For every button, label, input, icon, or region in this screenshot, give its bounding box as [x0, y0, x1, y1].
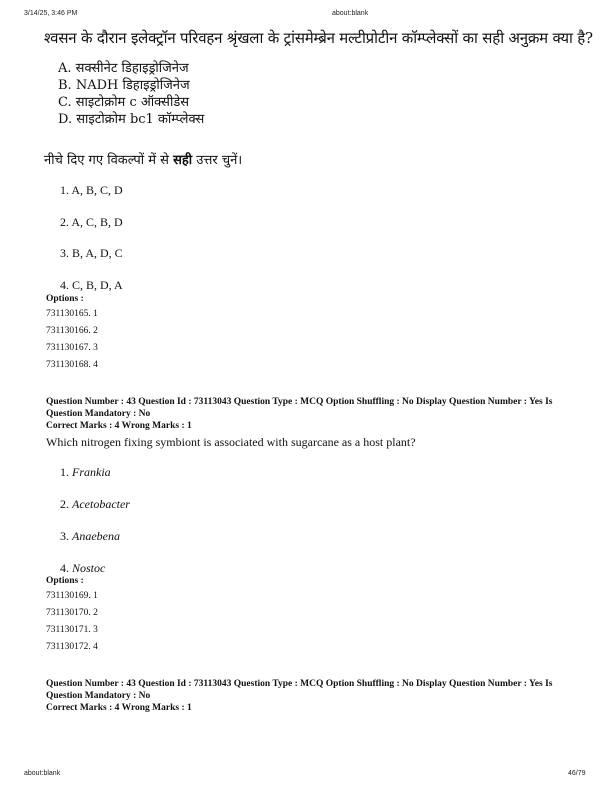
q42-item-c: C. साइटोक्रोम c ऑक्सीडेस	[58, 95, 190, 110]
q42-item-b: B. NADH डिहाइड्रोजिनेज	[58, 78, 190, 93]
q43-options-label: Options :	[46, 576, 84, 586]
q42-item-list	[58, 60, 204, 128]
q43-choice-4-name: Nostoc	[72, 561, 106, 575]
q42-options-label: Options :	[46, 294, 84, 304]
q43-choice-3-num: 3.	[60, 529, 72, 543]
q43-option-id-4: 731130172. 4	[46, 642, 98, 652]
q42-instruction	[44, 150, 242, 168]
q43-choice-2-name: Acetobacter	[72, 497, 130, 511]
q43-choice-4	[60, 561, 105, 576]
q43-choice-1-name: Frankia	[72, 465, 111, 479]
q43-choice-1-num: 1.	[60, 465, 72, 479]
q42-choice-1: 1. A, B, C, D	[60, 183, 123, 197]
q42-question-text: श्वसन के दौरान इलेक्ट्रॉन परिवहन श्रृंखला के ट्रांसमेम्ब्रेन मल्टीप्रोटीन कॉम्प्लेक्सों का सही अनुक्रम क्या है?	[44, 29, 593, 47]
q43-option-id-2: 731130170. 2	[46, 608, 98, 618]
q43-choice-2-num: 2.	[60, 497, 72, 511]
q42-option-id-2: 731130166. 2	[46, 326, 98, 336]
q43-choice-3	[60, 529, 120, 544]
q43-choice-1	[60, 465, 111, 480]
q42-option-id-4: 731130168. 4	[46, 360, 98, 370]
q43-question-text: Which nitrogen fixing symbiont is associated with sugarcane as a host plant?	[46, 435, 416, 449]
q42-option-id-3: 731130167. 3	[46, 343, 98, 353]
q42-item-d: D. साइटोक्रोम bc1 कॉम्प्लेक्स	[58, 112, 205, 127]
q43-choice-3-name: Anaebena	[72, 529, 120, 543]
q42-choice-2: 2. A, C, B, D	[60, 215, 123, 229]
q42-choice-4: 4. C, B, D, A	[60, 278, 123, 292]
print-footer-url: about:blank	[24, 770, 61, 777]
q42-choice-3: 3. B, A, D, C	[60, 246, 123, 260]
q42-option-id-1: 731130165. 1	[46, 309, 98, 319]
q42-instruction-bold: सही	[173, 153, 193, 168]
q43-meta-info: Question Number : 43 Question Id : 73113043 Question Type : MCQ Option Shuffling : No Display Question Number : Yes Is Question Mandatory : No	[46, 397, 553, 419]
q43-choice-2	[60, 497, 130, 512]
print-page-number: 46/79	[568, 770, 586, 777]
q43-option-id-3: 731130171. 3	[46, 625, 98, 635]
q43-marks: Correct Marks : 4 Wrong Marks : 1	[46, 421, 192, 431]
q42-instruction-prefix: नीचे दिए गए विकल्पों में से	[44, 153, 174, 168]
print-title: about:blank	[332, 10, 369, 17]
print-timestamp: 3/14/25, 3:46 PM	[24, 10, 78, 17]
q42-item-a: A. सक्सीनेट डिहाइड्रोजिनेज	[58, 61, 189, 76]
q43-choice-4-num: 4.	[60, 561, 72, 575]
q43-option-id-1: 731130169. 1	[46, 591, 98, 601]
q43-repeat-marks: Correct Marks : 4 Wrong Marks : 1	[46, 703, 192, 713]
q43-repeat-meta-info: Question Number : 43 Question Id : 73113043 Question Type : MCQ Option Shuffling : No Display Question Number : Yes Is Question Mandatory : No	[46, 679, 553, 701]
q42-instruction-suffix: उत्तर चुनें।	[192, 153, 243, 168]
